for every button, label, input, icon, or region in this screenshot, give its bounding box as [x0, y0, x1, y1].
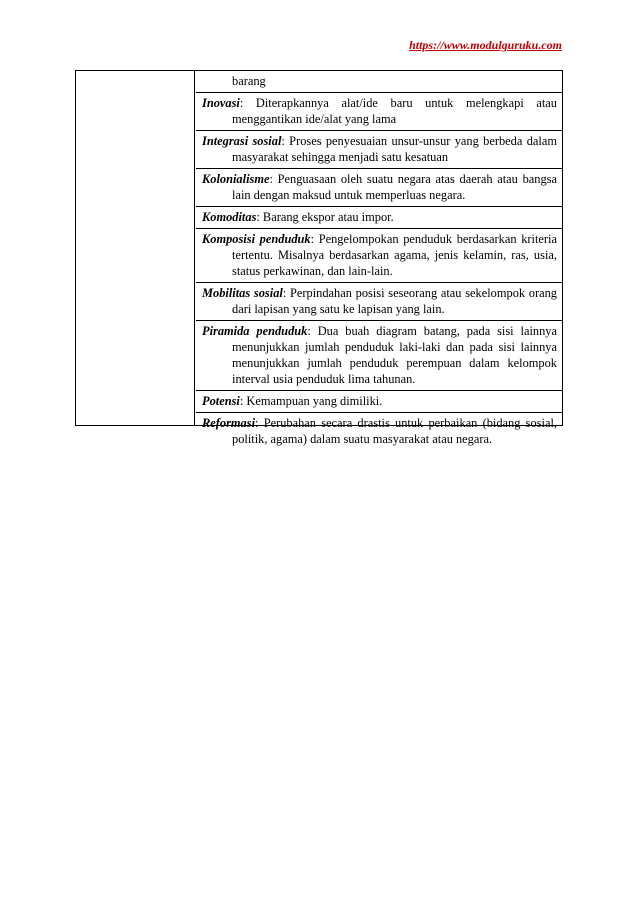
glossary-definition: : Perpindahan posisi seseorang atau sekelompok orang dari lapisan yang satu ke lapisan yang lain. [232, 286, 558, 316]
glossary-term: Potensi [202, 394, 240, 408]
glossary-term: Reformasi [202, 416, 256, 430]
glossary-definition: : Perubahan secara drastis untuk perbaikan (bidang sosial, politik, agama) dalam suatu masyarakat atau negara. [232, 416, 557, 446]
glossary-table [75, 70, 563, 446]
header-url-link[interactable]: https://www.modulguruku.com [409, 38, 562, 52]
glossary-entry-kolonialisme [196, 169, 562, 207]
glossary-entry-potensi [196, 391, 562, 413]
glossary-entry-integrasi-sosial [196, 131, 562, 169]
glossary-term: Mobilitas sosial [202, 286, 283, 300]
glossary-term: Komoditas [202, 210, 257, 224]
glossary-continuation: barang [196, 71, 562, 93]
glossary-entry-piramida-penduduk [196, 321, 562, 391]
glossary-left-column [76, 71, 195, 425]
glossary-definition: : Barang ekspor atau impor. [256, 210, 394, 224]
glossary-right-column [196, 71, 562, 446]
glossary-term: Inovasi [202, 96, 240, 110]
glossary-term: Kolonialisme [202, 172, 270, 186]
glossary-definition: : Proses penyesuaian unsur-unsur yang berbeda dalam masyarakat sehingga menjadi satu kesatuan [232, 134, 557, 164]
glossary-entry-reformasi [196, 413, 562, 450]
glossary-definition: : Kemampuan yang dimiliki. [239, 394, 383, 408]
glossary-entry-inovasi [196, 93, 562, 131]
glossary-definition: : Diterapkannya alat/ide baru untuk melengkapi atau menggantikan ide/alat yang lama [232, 96, 557, 126]
glossary-entry-mobilitas-sosial [196, 283, 562, 321]
glossary-term: Integrasi sosial [202, 134, 282, 148]
glossary-term: Komposisi penduduk [202, 232, 311, 246]
glossary-definition: : Dua buah diagram batang, pada sisi lainnya menunjukkan jumlah penduduk laki-laki dan pada sisi lainnya menunjukkan jumlah penduduk perempuan dalam kelompok interval usia penduduk lima tahunan. [232, 324, 558, 386]
glossary-entry-komoditas [196, 207, 562, 229]
glossary-entry-komposisi-penduduk [196, 229, 562, 283]
glossary-definition: : Pengelompokan penduduk berdasarkan kriteria tertentu. Misalnya berdasarkan agama, jenis kelamin, ras, usia, status perkawinan, dan lain-lain. [232, 232, 557, 278]
glossary-term: Piramida penduduk [202, 324, 308, 338]
glossary-definition: : Penguasaan oleh suatu negara atas daerah atau bangsa lain dengan maksud untuk memperluas negara. [232, 172, 557, 202]
